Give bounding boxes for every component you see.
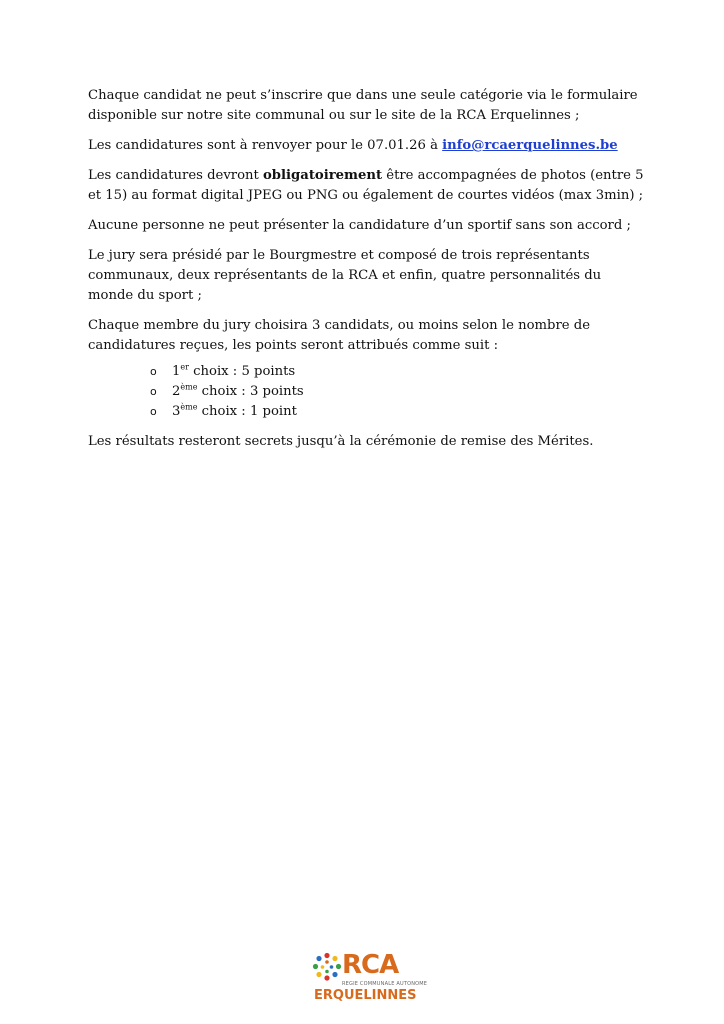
choice-ordinal: ème (180, 382, 198, 392)
people-ring-icon (312, 952, 342, 982)
logo-city: ERQUELINNES (314, 988, 417, 1003)
choice-number: 2 (172, 384, 181, 399)
choice-number: 1 (172, 364, 181, 379)
circle-bullet-icon: o (150, 365, 157, 378)
choice-text: choix : 3 points (197, 384, 304, 399)
deadline-text: Les candidatures sont à renvoyer pour le 07.01.26 à (88, 138, 443, 153)
photos-emphasis: obligatoirement (263, 168, 383, 183)
paragraph-consent: Aucune personne ne peut présenter la candidature d’un sportif sans son accord ; (88, 218, 631, 233)
circle-bullet-icon: o (150, 385, 157, 398)
list-item (88, 382, 648, 402)
paragraph-registration: Chaque candidat ne peut s’inscrire que dans une seule catégorie via le formulaire disponible sur notre site communal ou sur le site de la RCA Erquelinnes ; (88, 88, 638, 123)
choice-text: choix : 5 points (188, 364, 296, 379)
paragraph-points: Chaque membre du jury choisira 3 candidats, ou moins selon le nombre de candidatures reçues, les points seront attribués comme suit : (88, 318, 591, 353)
document-body (88, 86, 648, 462)
logo-subtitle: REGIE COMMUNALE AUTONOME (342, 981, 428, 987)
paragraph-photos (88, 166, 648, 206)
paragraph-deadline (88, 136, 648, 156)
rca-logo (312, 950, 428, 1006)
choice-ordinal: er (180, 362, 189, 372)
photos-text-prefix: Les candidatures devront (88, 168, 264, 183)
paragraph-jury: Le jury sera présidé par le Bourgmestre et composé de trois représentants communaux, deux représentants de la RCA et enfin, quatre personnalités du monde du sport ; (88, 248, 602, 303)
paragraph-results: Les résultats resteront secrets jusqu’à la cérémonie de remise des Mérites. (88, 434, 594, 449)
email-link[interactable]: info@rcaerquelinnes.be (442, 138, 618, 153)
choice-number: 3 (172, 404, 181, 419)
photos-text-suffix: être accompagnées de photos (entre 5 et 15) au format digital JPEG ou PNG ou également de courtes vidéos (max 3min) ; (88, 168, 644, 203)
list-item (88, 402, 648, 422)
list-item (88, 362, 648, 382)
logo-title: RCA (342, 950, 399, 980)
circle-bullet-icon: o (150, 405, 157, 418)
choice-text: choix : 1 point (197, 404, 297, 419)
choice-ordinal: ème (180, 402, 198, 412)
choices-list (88, 362, 648, 422)
